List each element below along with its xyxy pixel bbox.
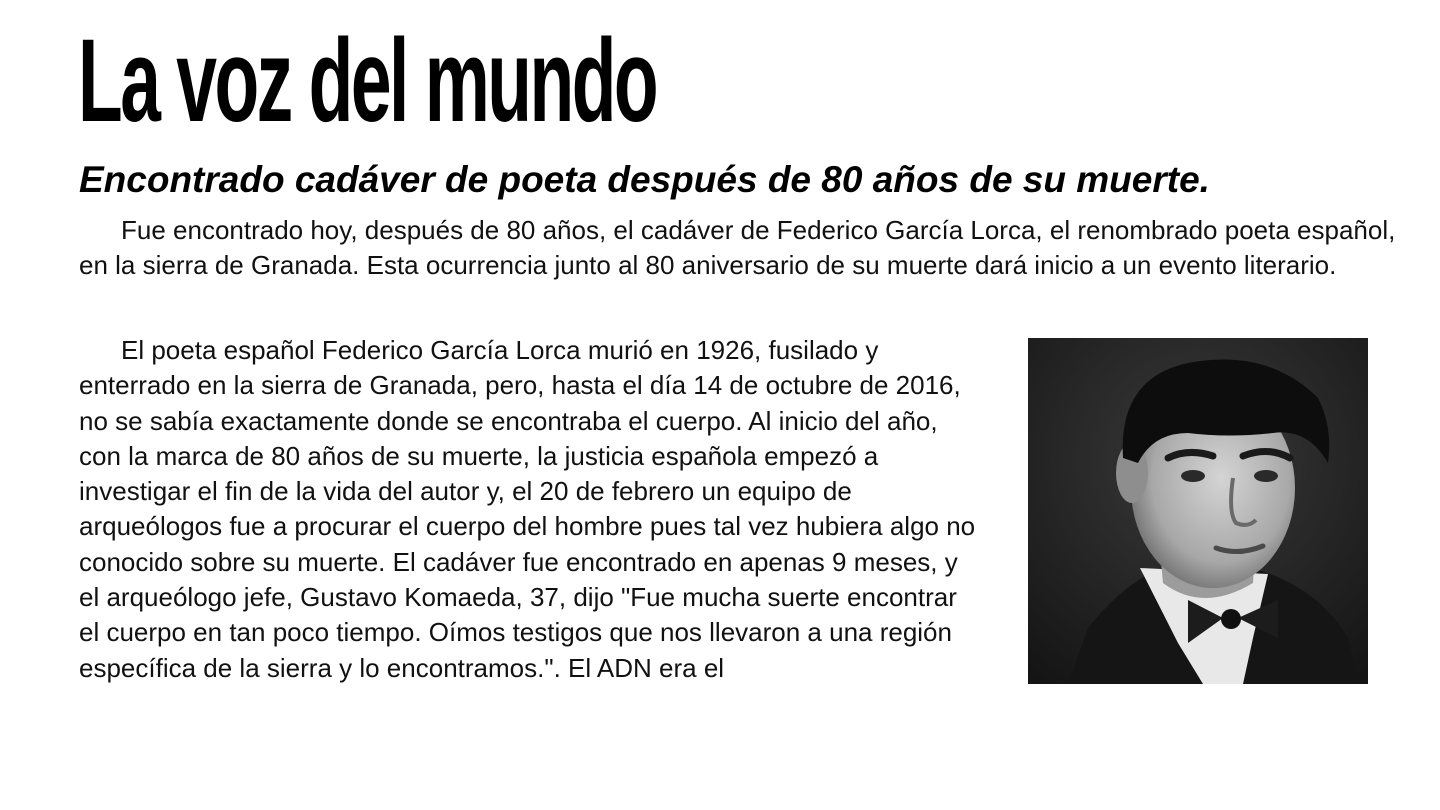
- newspaper-masthead: La voz del mundo: [78, 15, 657, 147]
- article-body-paragraph: El poeta español Federico García Lorca murió en 1926, fusilado y enterrado en la sierra de Granada, pero, hasta el día 14 de octubre de 2016, no se sabía exactamente donde se encontraba el cuerpo. Al inicio del año, con la marca de 80 años de su muerte, la justicia española empezó a investigar el fin de la vida del autor y, el 20 de febrero un equipo de arqueólogos fue a procurar el cuerpo del hombre pues tal vez hubiera algo no conocido sobre su muerte. El cadáver fue encontrado en apenas 9 meses, y el arqueólogo jefe, Gustavo Komaeda, 37, dijo "Fue mucha suerte encontrar el cuerpo en tan poco tiempo. Oímos testigos que nos llevaron a una región específica de la sierra y lo encontramos.". El ADN era el: [79, 335, 976, 683]
- poet-portrait-photo: [1028, 338, 1368, 684]
- article-headline: Encontrado cadáver de poeta después de 80 años de su muerte.: [79, 159, 1210, 200]
- article-lead-paragraph: Fue encontrado hoy, después de 80 años, el cadáver de Federico García Lorca, el renombrado poeta español, en la sierra de Granada. Esta ocurrencia junto al 80 aniversario de su muerte dará inicio a un evento literario.: [79, 215, 1396, 280]
- portrait-photo-icon: [1028, 338, 1368, 684]
